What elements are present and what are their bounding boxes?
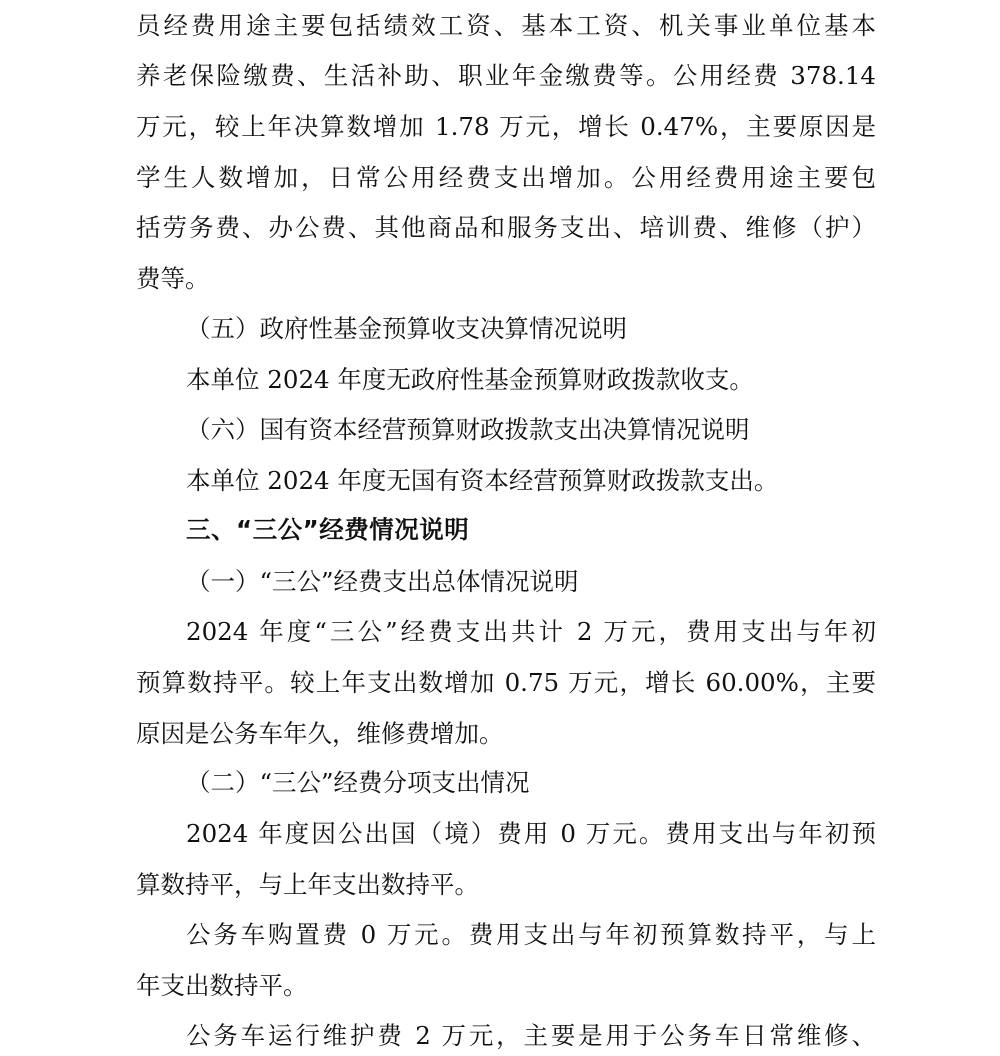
paragraph-line: 原因是公务车年久，维修费增加。 [136, 719, 504, 748]
paragraph-line: 费等。 [136, 264, 210, 293]
paragraph-line: 本单位 2024 年度无政府性基金预算财政拨款收支。 [186, 365, 754, 394]
paragraph-line: 括劳务费、办公费、其他商品和服务支出、培训费、维修（护） [136, 213, 876, 242]
paragraph-line: 2024 年度“三公”经费支出共计 2 万元，费用支出与年初 [186, 617, 876, 646]
paragraph-line: 养老保险缴费、生活补助、职业年金缴费等。公用经费 378.14 [136, 61, 876, 90]
paragraph-line: 本单位 2024 年度无国有资本经营预算财政拨款支出。 [186, 466, 779, 495]
paragraph-line: 公务车购置费 0 万元。费用支出与年初预算数持平，与上 [186, 920, 876, 949]
paragraph-line: 员经费用途主要包括绩效工资、基本工资、机关事业单位基本 [136, 11, 876, 40]
paragraph-line: 预算数持平。较上年支出数增加 0.75 万元，增长 60.00%，主要 [136, 668, 876, 697]
chapter-heading: 三、“三公”经费情况说明 [186, 515, 470, 544]
paragraph-line: 2024 年度因公出国（境）费用 0 万元。费用支出与年初预 [186, 819, 876, 848]
paragraph-line: 万元，较上年决算数增加 1.78 万元，增长 0.47%，主要原因是 [136, 112, 876, 141]
section-heading: （六）国有资本经营预算财政拨款支出决算情况说明 [186, 415, 750, 444]
paragraph-line: 学生人数增加，日常公用经费支出增加。公用经费用途主要包 [136, 163, 876, 192]
paragraph-line: 算数持平，与上年支出数持平。 [136, 870, 479, 899]
paragraph-line: 年支出数持平。 [136, 971, 308, 1000]
paragraph-line: 公务车运行维护费 2 万元，主要是用于公务车日常维修、 [186, 1021, 876, 1050]
section-heading: （二）“三公”经费分项支出情况 [186, 768, 530, 797]
section-heading: （五）政府性基金预算收支决算情况说明 [186, 314, 627, 343]
section-heading: （一）“三公”经费支出总体情况说明 [186, 567, 579, 596]
